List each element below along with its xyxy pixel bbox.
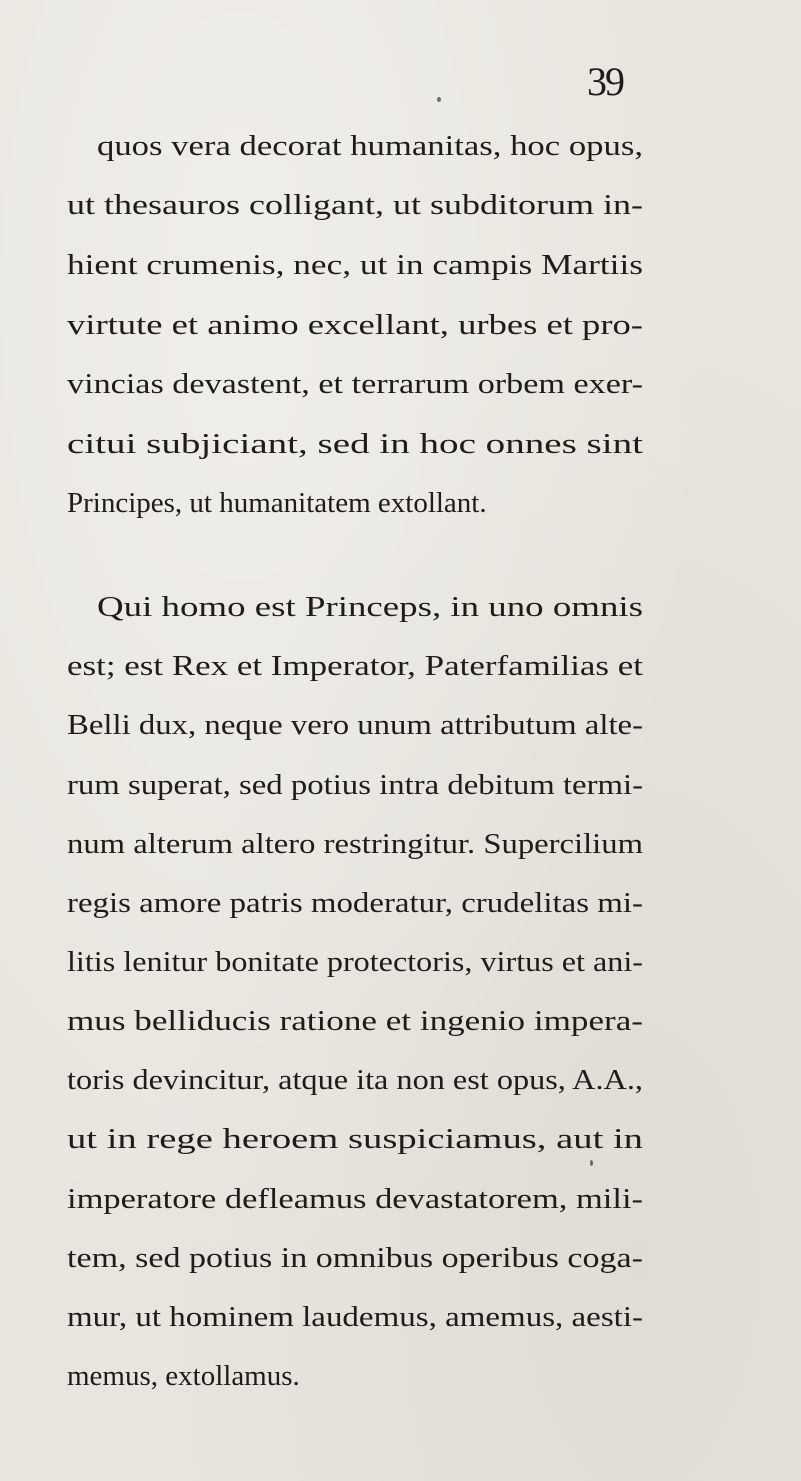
text-line: citui subjiciant, sed in hoc onnes sint	[67, 428, 643, 460]
text-line: est; est Rex et Imperator, Paterfamilias et	[67, 650, 643, 682]
text-line: virtute et animo excellant, urbes et pro-	[67, 309, 643, 341]
page-number: 39	[587, 59, 623, 104]
text-line: Belli dux, neque vero unum attributum alte-	[67, 709, 643, 741]
text-line: tem, sed potius in omnibus operibus coga-	[67, 1242, 643, 1274]
text-line: ut thesauros colligant, ut subditorum in-	[67, 189, 643, 221]
text-line: Principes, ut humanitatem extollant.	[67, 487, 487, 519]
text-line: mus belliducis ratione et ingenio impera-	[67, 1005, 643, 1037]
text-line: Qui homo est Princeps, in uno omnis	[97, 591, 643, 623]
text-line: litis lenitur bonitate protectoris, virtus et ani-	[67, 946, 643, 978]
text-line: vincias devastent, et terrarum orbem exer-	[67, 368, 643, 400]
text-line: quos vera decorat humanitas, hoc opus,	[97, 130, 643, 162]
text-line: mur, ut hominem laudemus, amemus, aesti-	[67, 1301, 643, 1333]
text-line: memus, extollamus.	[67, 1360, 300, 1392]
ink-speck	[590, 1160, 593, 1166]
ink-speck	[437, 97, 441, 102]
text-line: regis amore patris moderatur, crudelitas mi-	[67, 887, 643, 919]
text-line: rum superat, sed potius intra debitum termi-	[67, 769, 643, 801]
text-line: imperatore defleamus devastatorem, mili-	[67, 1183, 643, 1215]
text-line: num alterum altero restringitur. Supercilium	[67, 828, 643, 860]
text-line: hient crumenis, nec, ut in campis Martiis	[67, 249, 643, 281]
text-line: ut in rege heroem suspiciamus, aut in	[67, 1123, 643, 1155]
text-line: toris devincitur, atque ita non est opus, A.A.,	[67, 1064, 643, 1096]
